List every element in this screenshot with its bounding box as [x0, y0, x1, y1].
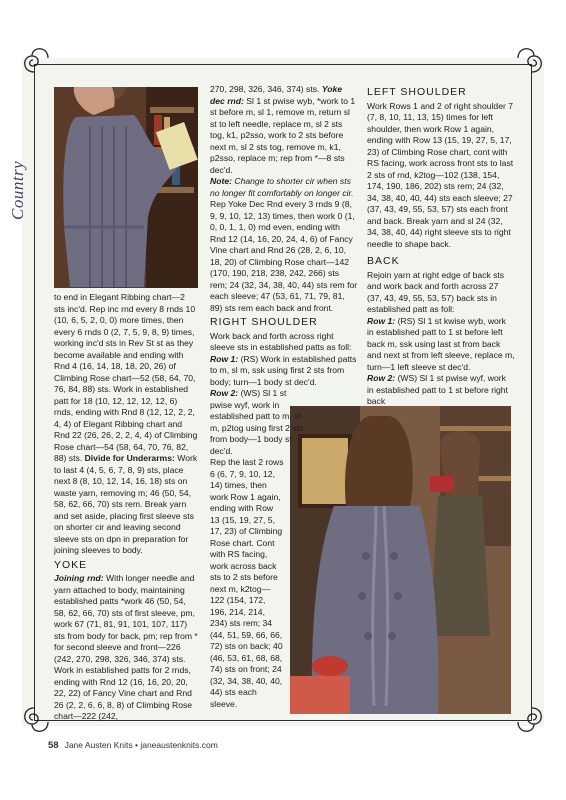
body-text: With longer needle and yarn attached to body, maintaining established patts *work 46 (50, 54, 58, 62, 66, 70) sts of first sleeve, pm, work 67 (71, 81, 91, 101, 107, 117) sts from body for back, pm; rep from * for second sleeve and front—226 (242, 270, 298, 326, 346, 374) sts. Work in established patts for 2 rnds, ending with Rnd 12 (16, 16, 20, 20, 22, 22) of Fancy Vine chart and Rnd 26 (2, 2, 6, 6, 8, 8) of Climbing Rose chart—222 (242,: [54, 573, 198, 721]
corner-flourish-icon: [514, 42, 548, 76]
paragraph: Work back and forth across right sleeve sts in established patts as foll:: [210, 330, 352, 352]
sweater-photo-front: [54, 87, 198, 288]
paragraph: Work Rows 1 and 2 of right shoulder 7 (7, 8, 10, 11, 13, 15) times for left shoulder, then work Row 1 again, ending with Row 13 (15, 19, 27, 5, 17, 23) of Climbing Rose chart, cont with RS facing, work across front sts to last 2 sts of rnd, k2tog—102 (138, 154, 174, 190, 186, 202) sts rem; 24 (32, 34, 38, 40, 40, 44) sts each sleeve; 27 (37, 43, 49, 55, 53, 57) sts each front and back. Break yarn and sl 24 (32, 34, 38, 40, 44) right sleeve sts to right needle to shape back.: [367, 100, 514, 249]
page-number: 58: [48, 740, 59, 751]
paragraph: [210, 354, 358, 389]
note-text: Change to shorter cir when sts no longer fit comfortably on longer cir.: [210, 176, 354, 198]
bold-lead: Yoke dec rnd:: [210, 84, 343, 106]
bold-lead: Divide for Underarms:: [84, 453, 175, 463]
bold-lead: Row 2:: [210, 388, 239, 398]
section-heading: YOKE: [54, 558, 88, 571]
text-column-1: [54, 292, 198, 723]
bold-lead: Row 1:: [367, 315, 396, 326]
footer-text: Jane Austen Knits • janeaustenknits.com: [64, 740, 218, 750]
note: [210, 176, 358, 199]
body-text: Work to last 4 (4, 5, 6, 7, 8, 9) sts, place next 8 (8, 10, 12, 14, 16, 18) sts on waste yarn, removing m; 46 (50, 54, 58, 62, 66, 70) sts rem. Break yarn and set aside, placing first sleeve sts on shorter cir and leaving second sleeve sts on dpn in preparation for joining sleeves to body.: [54, 453, 198, 555]
paragraph: Rejoin yarn at right edge of back sts and work back and forth across 27 (37, 43, 49, 55, 53, 57) back sts in established patt as foll:: [367, 269, 505, 314]
paragraph: [367, 316, 515, 374]
corner-flourish-icon: [18, 704, 52, 738]
section-heading: RIGHT SHOULDER: [210, 316, 318, 328]
body-text: (WS) Sl 1 st pwise wyf, work in established patt to m, sl m, p2tog using first 2 sts from body—1 body st dec'd.: [210, 388, 304, 456]
section-tab: Country: [8, 160, 27, 220]
body-text: to end in Elegant Ribbing chart—2 sts inc'd. Rep inc rnd every 8 rnds 10 (10, 6, 5, 2, 0, 0) more times, then every 6 rnds 0 (2, 7, 5, 9, 8, 9) times, working inc'd sts in Rev St st as they become available and ending with Rnd 4 (16, 14, 18, 18, 20, 26) of Climbing Rose chart—52 (58, 64, 70, 76, 84, 88) sts. Work in established patt for 18 (10, 12, 12, 12, 12, 6) rnds, ending with Rnd 8 (12, 12, 2, 2, 4, 4) of Elegant Ribbing chart and Rnd 22 (26, 26, 2, 2, 4, 4) of Climbing Rose chart—54 (58, 64, 70, 76, 82, 88) sts.: [54, 292, 198, 463]
bold-lead: Row 1:: [210, 353, 239, 364]
paragraph: [210, 84, 358, 176]
paragraph: [210, 388, 308, 457]
body-text: (WS) Sl 1 st pwise wyf, work in established patt to 1 st before right back: [367, 373, 508, 406]
body-text: (RS) Sl 1 st kwise wyb, work in established patt to 1 st before left back m, ssk using last st from back and next st from left sleeve, replace m, turn—1 left sleeve st dec'd.: [367, 315, 515, 372]
body-text: 270, 298, 326, 346, 374) sts.: [210, 84, 320, 94]
text-column-2: [210, 84, 358, 710]
body-text: Sl 1 st pwise wyb, *work to 1 st before m, sl 1, remove m, return sl st to left needle, replace m, sl 2 sts tog, k1, p2sso, work to 2 sts before next m, sl 2 sts tog, remove m, k1, p2sso, replace m; rep from *—8 sts dec'd.: [210, 95, 356, 175]
corner-flourish-icon: [514, 704, 548, 738]
section-heading: BACK: [367, 255, 400, 267]
paragraph: Rep Yoke Dec Rnd every 3 rnds 9 (8, 9, 9, 10, 12, 13) times, then work 0 (1, 0, 0, 1, 1, 0) rnd even, ending with Rnd 12 (14, 16, 20, 24, 4, 6) of Fancy Vine chart and Rnd 26 (28, 2, 6, 10, 18, 20) of Climbing Rose chart—142 (170, 190, 218, 238, 242, 266) sts rem; 24 (32, 34, 38, 40, 44) sts rem for each sleeve; 47 (53, 61, 71, 79, 81, 89) sts rem each back and front.: [210, 199, 358, 313]
paragraph: [54, 292, 198, 557]
page-footer: [48, 740, 218, 751]
body-text: (RS) Work in established patts to m, sl m, ssk using first 2 sts from body; turn—1 body st dec'd.: [210, 353, 357, 387]
bold-lead: Note:: [210, 176, 232, 186]
paragraph: Rep the last 2 rows 6 (6, 7, 9, 10, 12, 14) times, then work Row 1 again, ending with Row 13 (15, 19, 27, 5, 17, 23) of Climbing Rose chart. Cont with RS facing, work across back sts to 2 sts before next m, k2tog—122 (154, 172, 196, 214, 214, 234) sts rem; 34 (44, 51, 59, 66, 66, 72) sts on back; 40 (46, 53, 61, 68, 68, 74) sts on front; 24 (32, 34, 38, 40, 40, 44) sts each sleeve.: [210, 457, 284, 709]
corner-flourish-icon: [18, 42, 52, 76]
paragraph: [54, 573, 198, 723]
paragraph: [367, 373, 515, 408]
bold-lead: Row 2:: [367, 373, 396, 383]
section-heading: LEFT SHOULDER: [367, 86, 467, 98]
bold-lead: Joining rnd:: [54, 573, 104, 583]
text-column-3: [367, 84, 515, 408]
